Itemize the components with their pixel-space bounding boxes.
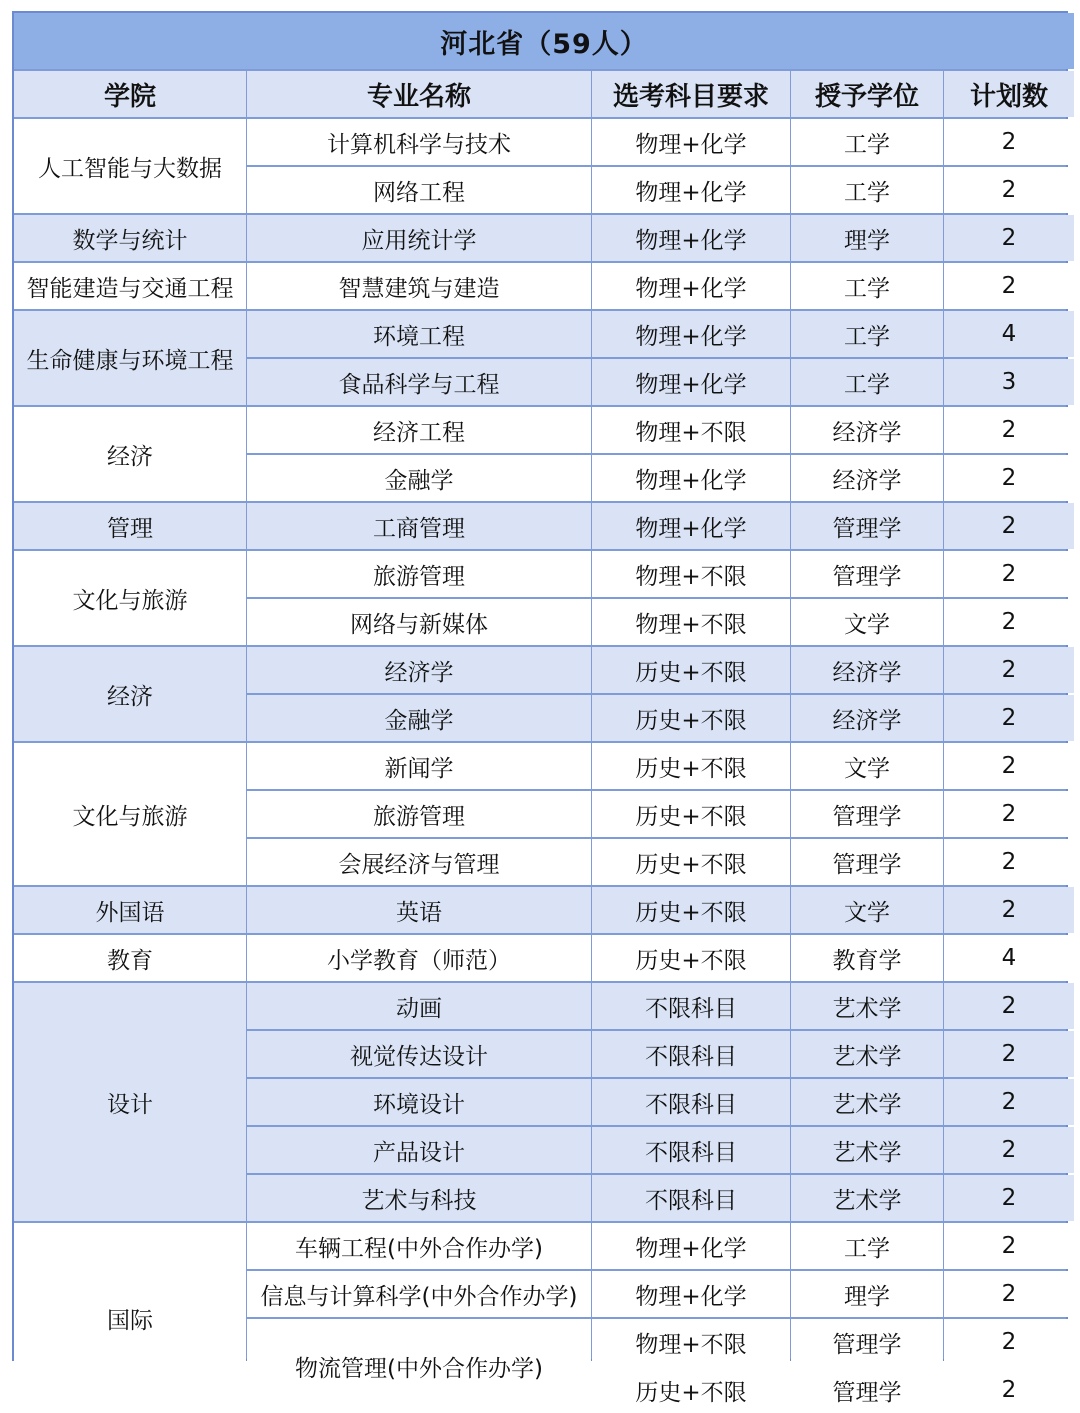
plan-count-cell: 2 xyxy=(944,743,1074,789)
subject-requirement-cell: 不限科目 xyxy=(592,983,790,1029)
subject-requirement-cell: 不限科目 xyxy=(592,1031,790,1077)
header-college: 学院 xyxy=(14,71,246,117)
subject-requirement-cell: 物理+不限 xyxy=(592,551,790,597)
college-cell: 教育 xyxy=(14,935,246,981)
college-cell: 管理 xyxy=(14,503,246,549)
subject-requirement-cell: 历史+不限 xyxy=(592,791,790,837)
degree-cell: 理学 xyxy=(791,1271,943,1317)
college-cell: 经济 xyxy=(14,647,246,741)
plan-count-cell: 2 xyxy=(944,647,1074,693)
degree-cell: 经济学 xyxy=(791,407,943,453)
degree-cell: 管理学 xyxy=(791,503,943,549)
subject-requirement-cell: 物理+不限 xyxy=(592,599,790,645)
subject-requirement-cell: 不限科目 xyxy=(592,1175,790,1221)
header-major: 专业名称 xyxy=(247,71,591,117)
degree-cell: 工学 xyxy=(791,311,943,357)
major-cell: 计算机科学与技术 xyxy=(247,119,591,165)
subject-requirement-cell: 历史+不限 xyxy=(592,647,790,693)
degree-cell: 管理学 xyxy=(791,1319,943,1365)
college-cell: 国际 xyxy=(14,1223,246,1413)
major-cell: 经济工程 xyxy=(247,407,591,453)
header-plan-count: 计划数 xyxy=(944,71,1074,117)
header-subject-requirement: 选考科目要求 xyxy=(592,71,790,117)
plan-count-cell: 2 xyxy=(944,215,1074,261)
subject-requirement-cell: 历史+不限 xyxy=(592,695,790,741)
degree-cell: 工学 xyxy=(791,263,943,309)
subject-requirement-cell: 物理+不限 xyxy=(592,407,790,453)
degree-cell: 理学 xyxy=(791,215,943,261)
plan-count-cell: 2 xyxy=(944,119,1074,165)
plan-count-cell: 2 xyxy=(944,263,1074,309)
major-cell: 艺术与科技 xyxy=(247,1175,591,1221)
major-cell: 会展经济与管理 xyxy=(247,839,591,885)
degree-cell: 艺术学 xyxy=(791,1079,943,1125)
major-cell: 环境工程 xyxy=(247,311,591,357)
plan-count-cell: 2 xyxy=(944,791,1074,837)
major-cell: 金融学 xyxy=(247,695,591,741)
college-cell: 智能建造与交通工程 xyxy=(14,263,246,309)
subject-requirement-cell: 不限科目 xyxy=(592,1127,790,1173)
subject-requirement-cell: 不限科目 xyxy=(592,1079,790,1125)
degree-cell: 管理学 xyxy=(791,791,943,837)
subject-requirement-cell: 历史+不限 xyxy=(592,1367,790,1413)
plan-count-cell: 2 xyxy=(944,1223,1074,1269)
plan-count-cell: 2 xyxy=(944,1127,1074,1173)
plan-count-cell: 2 xyxy=(944,983,1074,1029)
major-cell: 新闻学 xyxy=(247,743,591,789)
degree-cell: 教育学 xyxy=(791,935,943,981)
degree-cell: 文学 xyxy=(791,887,943,933)
plan-count-cell: 3 xyxy=(944,359,1074,405)
table-title: 河北省（59人） xyxy=(14,13,1074,69)
major-cell: 旅游管理 xyxy=(247,551,591,597)
major-cell: 工商管理 xyxy=(247,503,591,549)
major-cell: 网络工程 xyxy=(247,167,591,213)
major-cell: 物流管理(中外合作办学) xyxy=(247,1319,591,1413)
plan-count-cell: 4 xyxy=(944,311,1074,357)
subject-requirement-cell: 物理+化学 xyxy=(592,359,790,405)
degree-cell: 工学 xyxy=(791,119,943,165)
major-cell: 网络与新媒体 xyxy=(247,599,591,645)
degree-cell: 工学 xyxy=(791,1223,943,1269)
plan-count-cell: 2 xyxy=(944,695,1074,741)
plan-count-cell: 2 xyxy=(944,503,1074,549)
degree-cell: 经济学 xyxy=(791,695,943,741)
major-cell: 智慧建筑与建造 xyxy=(247,263,591,309)
subject-requirement-cell: 物理+化学 xyxy=(592,311,790,357)
degree-cell: 艺术学 xyxy=(791,1175,943,1221)
major-cell: 食品科学与工程 xyxy=(247,359,591,405)
major-cell: 产品设计 xyxy=(247,1127,591,1173)
major-cell: 信息与计算科学(中外合作办学) xyxy=(247,1271,591,1317)
plan-count-cell: 2 xyxy=(944,551,1074,597)
plan-count-cell: 2 xyxy=(944,1367,1074,1413)
major-cell: 应用统计学 xyxy=(247,215,591,261)
subject-requirement-cell: 物理+化学 xyxy=(592,1271,790,1317)
major-cell: 视觉传达设计 xyxy=(247,1031,591,1077)
degree-cell: 工学 xyxy=(791,359,943,405)
subject-requirement-cell: 物理+化学 xyxy=(592,503,790,549)
degree-cell: 工学 xyxy=(791,167,943,213)
plan-count-cell: 2 xyxy=(944,1271,1074,1317)
subject-requirement-cell: 物理+化学 xyxy=(592,119,790,165)
degree-cell: 艺术学 xyxy=(791,1127,943,1173)
plan-count-cell: 4 xyxy=(944,935,1074,981)
subject-requirement-cell: 物理+化学 xyxy=(592,215,790,261)
plan-count-cell: 2 xyxy=(944,1079,1074,1125)
college-cell: 设计 xyxy=(14,983,246,1221)
college-cell: 文化与旅游 xyxy=(14,551,246,645)
subject-requirement-cell: 物理+化学 xyxy=(592,455,790,501)
major-cell: 英语 xyxy=(247,887,591,933)
degree-cell: 艺术学 xyxy=(791,1031,943,1077)
plan-count-cell: 2 xyxy=(944,167,1074,213)
major-cell: 金融学 xyxy=(247,455,591,501)
degree-cell: 艺术学 xyxy=(791,983,943,1029)
major-cell: 旅游管理 xyxy=(247,791,591,837)
subject-requirement-cell: 物理+化学 xyxy=(592,1223,790,1269)
degree-cell: 经济学 xyxy=(791,647,943,693)
plan-count-cell: 2 xyxy=(944,407,1074,453)
subject-requirement-cell: 历史+不限 xyxy=(592,887,790,933)
plan-count-cell: 2 xyxy=(944,1319,1074,1365)
plan-count-cell: 2 xyxy=(944,1175,1074,1221)
college-cell: 人工智能与大数据 xyxy=(14,119,246,213)
subject-requirement-cell: 历史+不限 xyxy=(592,935,790,981)
plan-count-cell: 2 xyxy=(944,839,1074,885)
header-degree: 授予学位 xyxy=(791,71,943,117)
subject-requirement-cell: 历史+不限 xyxy=(592,839,790,885)
college-cell: 外国语 xyxy=(14,887,246,933)
subject-requirement-cell: 历史+不限 xyxy=(592,743,790,789)
subject-requirement-cell: 物理+不限 xyxy=(592,1319,790,1365)
subject-requirement-cell: 物理+化学 xyxy=(592,263,790,309)
plan-count-cell: 2 xyxy=(944,455,1074,501)
college-cell: 数学与统计 xyxy=(14,215,246,261)
major-cell: 经济学 xyxy=(247,647,591,693)
degree-cell: 管理学 xyxy=(791,1367,943,1413)
plan-count-cell: 2 xyxy=(944,887,1074,933)
major-cell: 动画 xyxy=(247,983,591,1029)
degree-cell: 文学 xyxy=(791,743,943,789)
enrollment-plan-table xyxy=(12,11,1068,1406)
college-cell: 文化与旅游 xyxy=(14,743,246,885)
subject-requirement-cell: 物理+化学 xyxy=(592,167,790,213)
major-cell: 环境设计 xyxy=(247,1079,591,1125)
college-cell: 生命健康与环境工程 xyxy=(14,311,246,405)
degree-cell: 管理学 xyxy=(791,551,943,597)
plan-count-cell: 2 xyxy=(944,1031,1074,1077)
college-cell: 经济 xyxy=(14,407,246,501)
major-cell: 小学教育（师范） xyxy=(247,935,591,981)
degree-cell: 管理学 xyxy=(791,839,943,885)
degree-cell: 经济学 xyxy=(791,455,943,501)
degree-cell: 文学 xyxy=(791,599,943,645)
major-cell: 车辆工程(中外合作办学) xyxy=(247,1223,591,1269)
plan-count-cell: 2 xyxy=(944,599,1074,645)
